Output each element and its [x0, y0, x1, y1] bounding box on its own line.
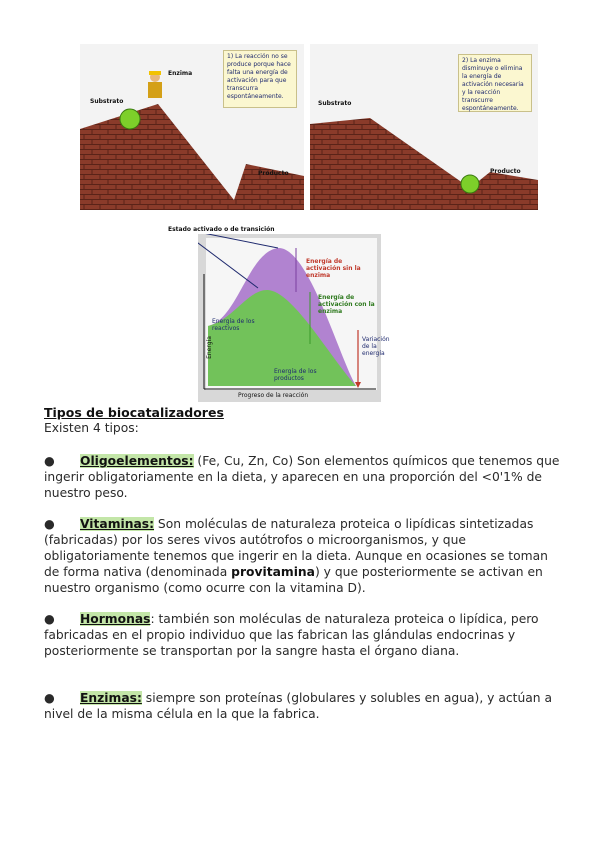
energy-diagram: [198, 234, 390, 402]
list-item: [44, 611, 564, 659]
label-ea-without: Energía de activación sin la enzima: [306, 258, 361, 279]
label-ea-with: Energía de activación con la enzima: [318, 294, 375, 315]
note-with-enzyme: 2) La enzima disminuye o elimina la energía de activación necesaria y la reacción transcurre espontáneamente.: [458, 54, 532, 112]
section-intro: Existen 4 tipos:: [44, 421, 139, 435]
label-variation: Variación de la energía: [362, 336, 390, 357]
bullet: ●: [44, 612, 55, 626]
term-enzimas: Enzimas:: [80, 691, 142, 705]
label-substrate-left: Substrato: [90, 98, 124, 105]
label-substrate-right: Substrato: [318, 100, 352, 107]
bullet: ●: [44, 454, 55, 468]
bullet: ●: [44, 517, 55, 531]
label-y-axis: Energía: [205, 336, 213, 359]
bullet: ●: [44, 691, 55, 705]
item-text: siempre son proteínas (globulares y solubles en agua), y actúan a nivel de la misma célula en la que la fabrica.: [44, 691, 553, 721]
transition-state-label: Estado activado o de transición: [168, 226, 275, 233]
list-item: [44, 516, 564, 596]
item-text: (Fe, Cu, Zn, Co) Son elementos químicos que tenemos que ingerir obligatoriamente en la dieta, y aparecen en una proporción del <0'1% de nuestro peso.: [44, 454, 560, 500]
label-enzyme: Enzima: [168, 70, 193, 77]
label-product-left: Producto: [258, 170, 289, 177]
item-text: : también son moléculas de naturaleza proteica o lipídica, pero fabricadas en el propio individuo que las fabrican las glándulas endocrinas y posteriormente se transportan por la sangre hasta el órgano diana.: [44, 612, 539, 658]
label-x-axis: Progreso de la reacción: [238, 392, 309, 399]
term-oligoelementos: Oligoelementos:: [80, 454, 194, 468]
illustration-no-enzyme: [80, 44, 304, 210]
note-no-enzyme: 1) La reacción no se produce porque hace falta una energía de activación para que transcurra espontáneamente.: [223, 50, 297, 108]
term-hormonas: Hormonas: [80, 612, 151, 626]
term-provitamina: provitamina: [231, 565, 315, 579]
label-product-right: Producto: [490, 168, 521, 175]
label-reactants: Energía de los reactivos: [212, 318, 255, 332]
illustration-with-enzyme: [310, 44, 538, 210]
label-products: Energía de los productos: [274, 368, 317, 382]
list-item: [44, 690, 564, 722]
section-heading: Tipos de biocatalizadores: [44, 405, 224, 420]
term-vitaminas: Vitaminas:: [80, 517, 155, 531]
item-text: ) y que posteriormente se activan en nuestro organismo (como ocurre con la vitamina D).: [44, 565, 543, 595]
item-text: Son moléculas de naturaleza proteica o lipídicas sintetizadas (fabricadas) por los seres vivos autótrofos o microorganismos, y que obligatoriamente tenemos que ingerir en la dieta. Aunque en ocasiones se toman de forma nativa (denominada: [44, 517, 548, 579]
list-item: [44, 453, 564, 501]
